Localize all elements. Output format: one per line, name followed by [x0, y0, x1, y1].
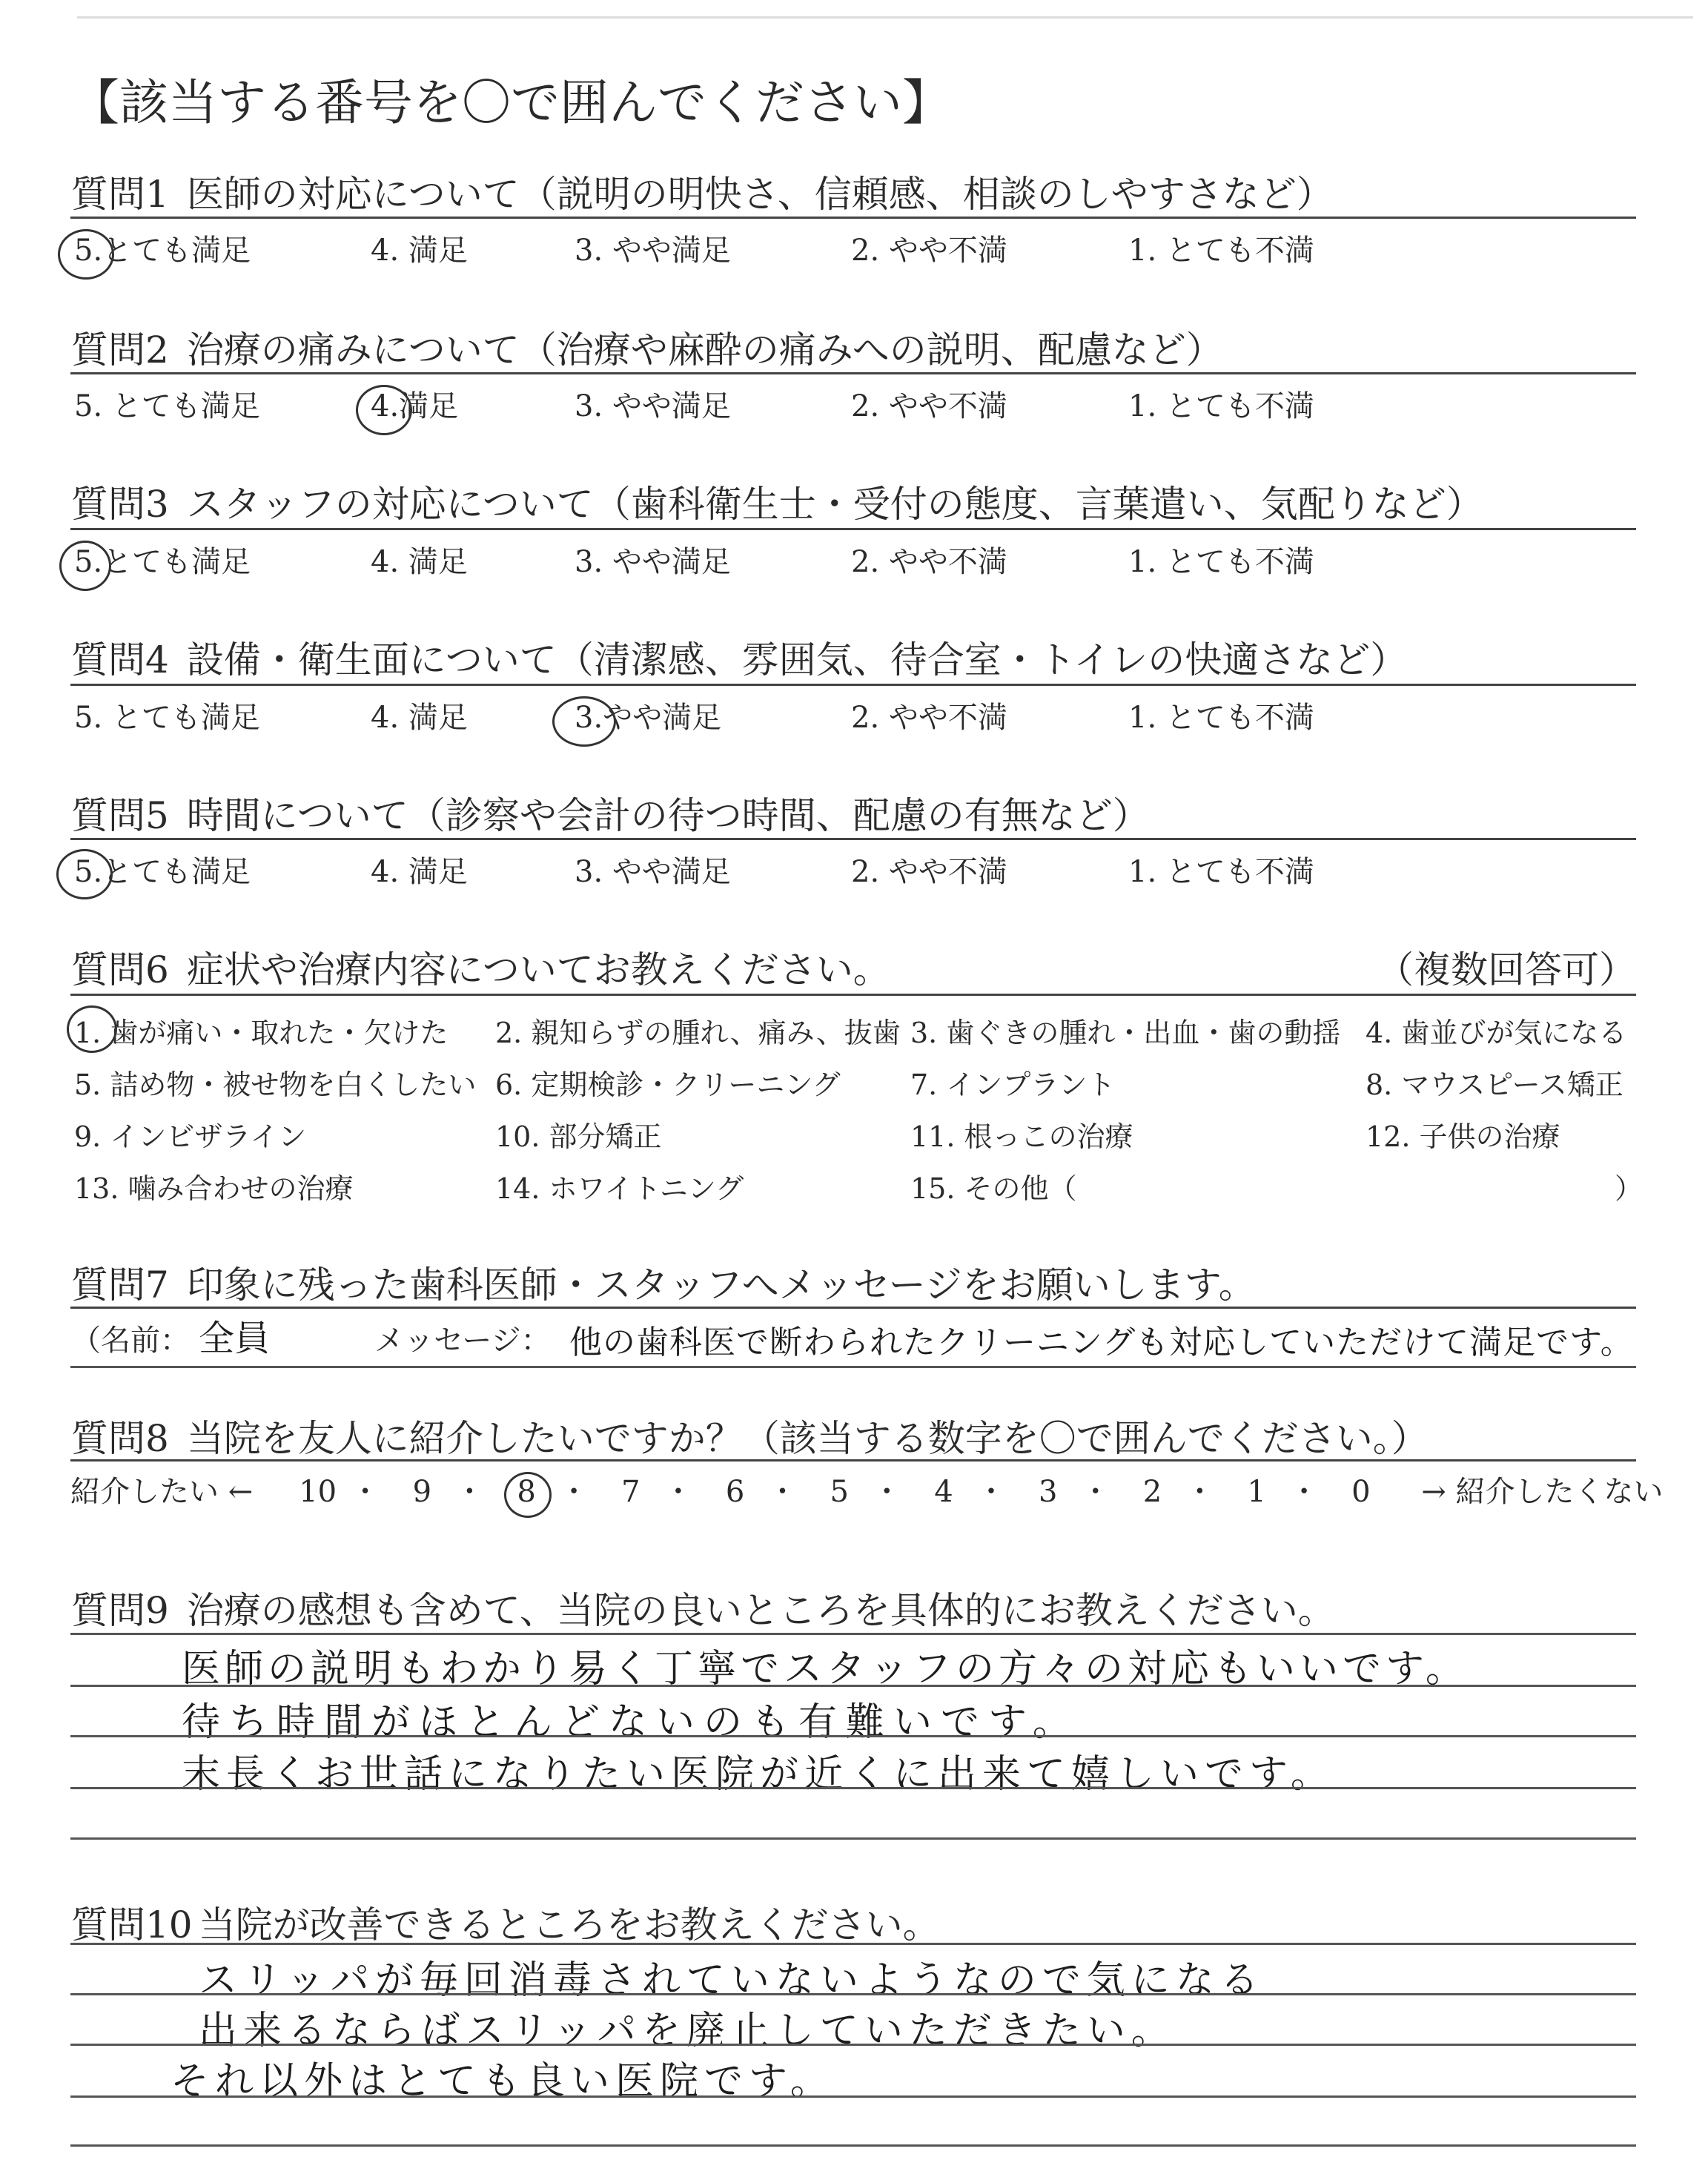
question-7-title — [71, 1255, 1256, 1309]
question-rule — [70, 217, 1636, 219]
q6-item-12[interactable]: 12. 子供の治療 — [1366, 1120, 1560, 1153]
writing-line — [70, 1837, 1636, 1840]
selection-circle — [67, 1005, 117, 1053]
question-rule — [70, 994, 1636, 996]
q1-option-5[interactable]: 5. とても満足 — [74, 227, 251, 269]
question-number: 質問8 — [71, 1417, 169, 1460]
name-value[interactable]: 全員 — [199, 1318, 271, 1359]
q1-option-3[interactable]: 3. やや満足 — [575, 234, 731, 268]
q4-option-1[interactable]: 1. とても不満 — [1128, 701, 1314, 735]
question-rule — [70, 528, 1636, 530]
question-rule — [70, 372, 1636, 374]
writing-line — [70, 2044, 1636, 2046]
question-number: 質問9 — [71, 1589, 169, 1632]
question-number: 質問6 — [71, 948, 169, 991]
q6-item-7[interactable]: 7. インプラント — [910, 1069, 1116, 1101]
question-text: 医師の対応について（説明の明快さ、信頼感、相談のしやすさなど） — [186, 173, 1334, 216]
q6-item-15[interactable]: 15. その他（ — [910, 1172, 1077, 1205]
q6-item-6[interactable]: 6. 定期検診・クリーニング — [495, 1069, 841, 1101]
q10-answer-line-2[interactable]: 出来るならばスリッパを廃止していただきたい。 — [199, 2009, 1176, 2053]
scale-left-label: 紹介したい ← — [70, 1475, 254, 1509]
scale-7[interactable]: 7 — [621, 1475, 640, 1509]
question-6-title — [71, 940, 890, 994]
writing-line — [70, 1993, 1636, 1995]
writing-line — [70, 1366, 1636, 1368]
q3-option-5[interactable]: 5. とても満足 — [74, 538, 251, 581]
question-rule — [70, 684, 1636, 686]
q5-option-3[interactable]: 3. やや満足 — [575, 855, 731, 889]
q2-option-4[interactable]: 4. 満足 — [371, 383, 458, 425]
question-text: 当院が改善できるところをお教えください。 — [198, 1903, 940, 1946]
question-number: 質問1 — [71, 173, 169, 216]
question-rule — [70, 1459, 1636, 1462]
scale-4[interactable]: 4 — [934, 1475, 953, 1509]
recommend-scale: 紹介したい ← 10 ・ 9 ・ 8 ・ 7 ・ 6 ・ 5 ・ 4 ・ 3 ・ 2 ・ 1 ・ 0 → 紹介したくない — [70, 1468, 1664, 1510]
question-4-title — [71, 630, 1407, 684]
writing-line — [70, 1685, 1636, 1687]
scale-0[interactable]: 0 — [1351, 1475, 1371, 1509]
q4-option-5[interactable]: 5. とても満足 — [74, 701, 260, 735]
question-text: 治療の痛みについて（治療や麻酔の痛みへの説明、配慮など） — [186, 328, 1223, 371]
q9-answer-line-1[interactable]: 医師の説明もわかり易く丁寧でスタッフの方々の対応もいいです。 — [182, 1647, 1469, 1691]
question-8-title — [71, 1409, 1429, 1462]
q1-option-2[interactable]: 2. やや不満 — [851, 234, 1007, 268]
q6-item-11[interactable]: 11. 根っこの治療 — [910, 1120, 1133, 1153]
q2-option-2[interactable]: 2. やや不満 — [851, 389, 1007, 423]
selection-circle — [504, 1472, 552, 1518]
q6-item-13[interactable]: 13. 噛み合わせの治療 — [74, 1172, 354, 1205]
question-text: 治療の感想も含めて、当院の良いところを具体的にお教えください。 — [186, 1589, 1335, 1632]
name-label: （名前： — [71, 1324, 190, 1358]
top-border — [77, 16, 1693, 19]
q9-answer-line-3[interactable]: 末長くお世話になりたい医院が近くに出来て嬉しいです。 — [182, 1752, 1335, 1797]
q5-option-4[interactable]: 4. 満足 — [371, 855, 468, 889]
scale-1[interactable]: 1 — [1247, 1475, 1266, 1509]
page-title: 【該当する番号を〇で囲んでください】 — [70, 74, 951, 131]
question-text: 印象に残った歯科医師・スタッフへメッセージをお願いします。 — [186, 1264, 1256, 1307]
multiple-answers-note: （複数回答可） — [1377, 948, 1636, 991]
writing-line — [70, 1633, 1636, 1635]
question-number: 質問7 — [71, 1264, 169, 1307]
question-10-title — [71, 1895, 940, 1949]
question-number: 質問4 — [71, 638, 169, 681]
question-text: 設備・衛生面について（清潔感、雰囲気、待合室・トイレの快適さなど） — [186, 638, 1408, 681]
scale-5[interactable]: 5 — [830, 1475, 849, 1509]
q6-item-9[interactable]: 9. インビザライン — [74, 1120, 307, 1153]
q6-item-3[interactable]: 3. 歯ぐきの腫れ・出血・歯の動揺 — [910, 1017, 1341, 1049]
q4-option-4[interactable]: 4. 満足 — [371, 701, 468, 735]
writing-line — [70, 1943, 1636, 1945]
message-label: メッセージ： — [374, 1324, 551, 1358]
question-text: 当院を友人に紹介したいですか？（該当する数字を〇で囲んでください。） — [186, 1417, 1429, 1460]
question-text: 時間について（診察や会計の待つ時間、配慮の有無など） — [186, 794, 1150, 837]
question-9-title — [71, 1581, 1335, 1634]
question-5-title — [71, 786, 1150, 839]
q2-option-5[interactable]: 5. とても満足 — [74, 389, 260, 423]
question-text: スタッフの対応について（歯科衛生士・受付の態度、言葉遣い、気配りなど） — [186, 483, 1483, 526]
question-number: 質問10 — [71, 1903, 193, 1946]
scale-6[interactable]: 6 — [725, 1475, 745, 1509]
q6-item-2[interactable]: 2. 親知らずの腫れ、痛み、抜歯 — [495, 1017, 901, 1049]
q6-item-1[interactable]: 1. 歯が痛い・取れた・欠けた — [74, 1010, 448, 1051]
selection-circle — [59, 541, 111, 591]
question-rule — [70, 838, 1636, 840]
q3-option-1[interactable]: 1. とても不満 — [1128, 545, 1314, 579]
writing-line — [70, 1787, 1636, 1789]
writing-line — [70, 2144, 1636, 2147]
q10-answer-line-1[interactable]: スリッパが毎回消毒されていないようなので気になる — [199, 1958, 1265, 2003]
scale-3[interactable]: 3 — [1038, 1475, 1058, 1509]
question-1-title — [71, 165, 1334, 218]
q10-answer-line-3[interactable]: それ以外はとても良い医院です。 — [171, 2059, 835, 2104]
q6-item-5[interactable]: 5. 詰め物・被せ物を白くしたい — [74, 1069, 477, 1101]
question-number: 質問2 — [71, 328, 169, 371]
q6-item-14[interactable]: 14. ホワイトニング — [495, 1172, 744, 1205]
q4-option-3[interactable]: 3. やや満足 — [575, 694, 721, 736]
q6-item-8[interactable]: 8. マウスピース矯正 — [1366, 1069, 1623, 1101]
q3-option-4[interactable]: 4. 満足 — [371, 545, 468, 579]
selection-circle — [356, 385, 412, 435]
q5-option-2[interactable]: 2. やや不満 — [851, 855, 1007, 889]
selection-circle — [56, 849, 113, 899]
q5-option-5[interactable]: 5. とても満足 — [74, 848, 251, 891]
q5-option-1[interactable]: 1. とても不満 — [1128, 855, 1314, 889]
q6-item-4[interactable]: 4. 歯並びが気になる — [1366, 1017, 1627, 1049]
question-number: 質問5 — [71, 794, 169, 837]
message-value[interactable]: 他の歯科医で断わられたクリーニングも対応していただけて満足です。 — [569, 1324, 1634, 1361]
q3-option-3[interactable]: 3. やや満足 — [575, 545, 731, 579]
q6-item-15-close: ） — [1615, 1172, 1644, 1205]
q2-option-1[interactable]: 1. とても不満 — [1128, 389, 1314, 423]
question-rule — [70, 1307, 1636, 1309]
q4-option-2[interactable]: 2. やや不満 — [851, 701, 1007, 735]
scale-right-label: → 紹介したくない — [1421, 1475, 1664, 1509]
writing-line — [70, 1735, 1636, 1737]
scale-9[interactable]: 9 — [412, 1475, 432, 1509]
q6-item-10[interactable]: 10. 部分矯正 — [495, 1120, 662, 1153]
q1-option-1[interactable]: 1. とても不満 — [1128, 234, 1314, 268]
q3-option-2[interactable]: 2. やや不満 — [851, 545, 1007, 579]
selection-circle — [552, 696, 616, 747]
question-number: 質問3 — [71, 483, 169, 526]
writing-line — [70, 2095, 1636, 2098]
scale-10[interactable]: 10 — [299, 1475, 337, 1509]
question-text: 症状や治療内容についてお教えください。 — [186, 948, 890, 991]
q1-option-4[interactable]: 4. 満足 — [371, 234, 468, 268]
scale-8[interactable]: 8 — [503, 1475, 550, 1509]
question-2-title — [71, 320, 1223, 374]
question-3-title — [71, 475, 1483, 528]
q2-option-3[interactable]: 3. やや満足 — [575, 389, 731, 423]
q9-answer-line-2[interactable]: 待ち時間がほとんどないのも有難いです。 — [182, 1700, 1080, 1745]
scale-2[interactable]: 2 — [1142, 1475, 1162, 1509]
selection-circle — [58, 229, 114, 280]
